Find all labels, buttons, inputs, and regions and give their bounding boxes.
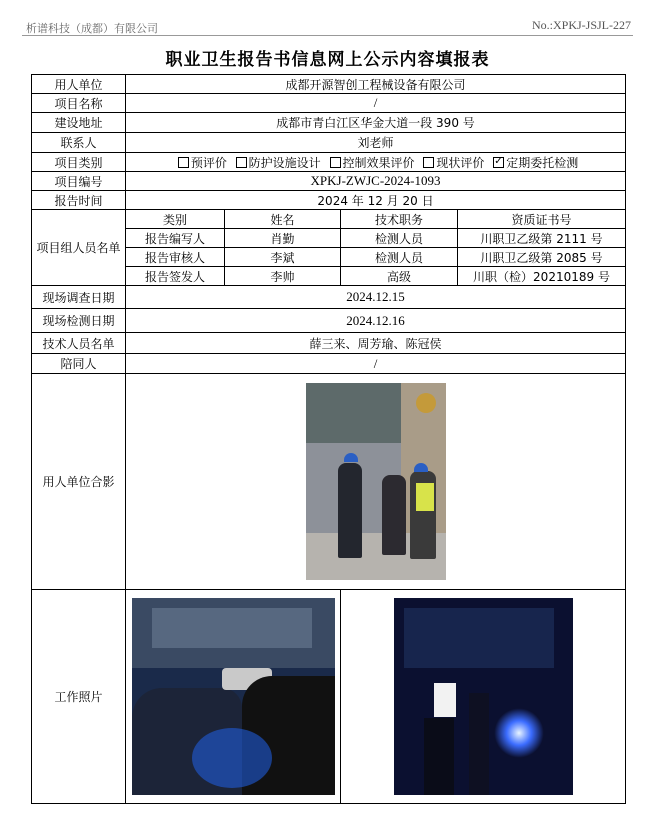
category-label: 项目类别 xyxy=(32,153,126,172)
team-label: 项目组人员名单 xyxy=(32,210,126,286)
escort-label: 陪同人 xyxy=(32,354,126,374)
category-option-periodic-testing: ✓ 定期委托检测 xyxy=(488,156,578,170)
info-table xyxy=(31,74,626,804)
header-divider xyxy=(22,35,633,36)
category-option-pre-evaluation: 预评价 xyxy=(173,156,227,170)
test-date-value: 2024.12.16 xyxy=(126,309,626,333)
team-name: 李斌 xyxy=(225,248,341,267)
contact-label: 联系人 xyxy=(32,133,126,153)
contact-value: 刘老师 xyxy=(126,133,626,153)
team-header-title: 技术职务 xyxy=(341,210,458,229)
checkbox-icon xyxy=(178,157,189,168)
group-photo-cell xyxy=(126,374,626,590)
team-category: 报告审核人 xyxy=(126,248,225,267)
team-cert: 川职（检）20210189 号 xyxy=(458,267,626,286)
document-number: No.:XPKJ-JSJL-227 xyxy=(531,18,631,32)
address-value: 成都市青白江区华金大道一段 390 号 xyxy=(126,113,626,133)
project-no-value: XPKJ-ZWJC-2024-1093 xyxy=(126,172,626,191)
row-project-no xyxy=(32,172,626,191)
team-name: 肖勤 xyxy=(225,229,341,248)
project-no-label: 项目编号 xyxy=(32,172,126,191)
company-header: 析谱科技（成都）有限公司 xyxy=(26,22,158,35)
test-date-label: 现场检测日期 xyxy=(32,309,126,333)
row-address xyxy=(32,113,626,133)
project-name-value: / xyxy=(126,94,626,113)
row-group-photo xyxy=(32,374,626,590)
work-photo-label: 工作照片 xyxy=(32,590,126,804)
checkbox-icon xyxy=(236,157,247,168)
team-title: 高级 xyxy=(341,267,458,286)
report-time-value: 2024 年 12 月 20 日 xyxy=(126,191,626,210)
tech-staff-label: 技术人员名单 xyxy=(32,333,126,354)
team-category: 报告签发人 xyxy=(126,267,225,286)
row-tech-staff xyxy=(32,333,626,354)
team-cert: 川职卫乙级第 2085 号 xyxy=(458,248,626,267)
checkbox-icon xyxy=(423,157,434,168)
employer-value: 成都开源智创工程械设备有限公司 xyxy=(126,75,626,94)
team-cert: 川职卫乙级第 2111 号 xyxy=(458,229,626,248)
address-label: 建设地址 xyxy=(32,113,126,133)
group-photo-image xyxy=(306,383,446,580)
survey-date-label: 现场调查日期 xyxy=(32,286,126,309)
category-options xyxy=(126,153,626,172)
team-title: 检测人员 xyxy=(341,248,458,267)
category-option-status-evaluation: 现状评价 xyxy=(418,156,484,170)
team-header-name: 姓名 xyxy=(225,210,341,229)
escort-value: / xyxy=(126,354,626,374)
checked-checkbox-icon xyxy=(493,157,504,168)
work-photo-cell-1 xyxy=(126,590,341,804)
checkbox-icon xyxy=(330,157,341,168)
row-escort xyxy=(32,354,626,374)
work-photo-image-1 xyxy=(132,598,335,795)
category-option-control-effect: 控制效果评价 xyxy=(325,156,415,170)
row-work-photos xyxy=(32,590,626,804)
page-title: 职业卫生报告书信息网上公示内容填报表 xyxy=(165,50,490,70)
team-name: 李帅 xyxy=(225,267,341,286)
team-header-category: 类别 xyxy=(126,210,225,229)
work-photo-image-2 xyxy=(394,598,573,795)
team-category: 报告编写人 xyxy=(126,229,225,248)
team-header-row xyxy=(32,210,626,229)
report-time-label: 报告时间 xyxy=(32,191,126,210)
work-photo-cell-2 xyxy=(341,590,626,804)
row-project-name xyxy=(32,94,626,113)
row-contact xyxy=(32,133,626,153)
project-name-label: 项目名称 xyxy=(32,94,126,113)
survey-date-value: 2024.12.15 xyxy=(126,286,626,309)
tech-staff-value: 薛三来、周芳瑜、陈冠侯 xyxy=(126,333,626,354)
category-option-protection-design: 防护设施设计 xyxy=(231,156,321,170)
employer-label: 用人单位 xyxy=(32,75,126,94)
group-photo-label: 用人单位合影 xyxy=(32,374,126,590)
row-report-time xyxy=(32,191,626,210)
row-test-date xyxy=(32,309,626,333)
team-header-cert: 资质证书号 xyxy=(458,210,626,229)
team-title: 检测人员 xyxy=(341,229,458,248)
row-survey-date xyxy=(32,286,626,309)
row-category xyxy=(32,153,626,172)
row-employer xyxy=(32,75,626,94)
